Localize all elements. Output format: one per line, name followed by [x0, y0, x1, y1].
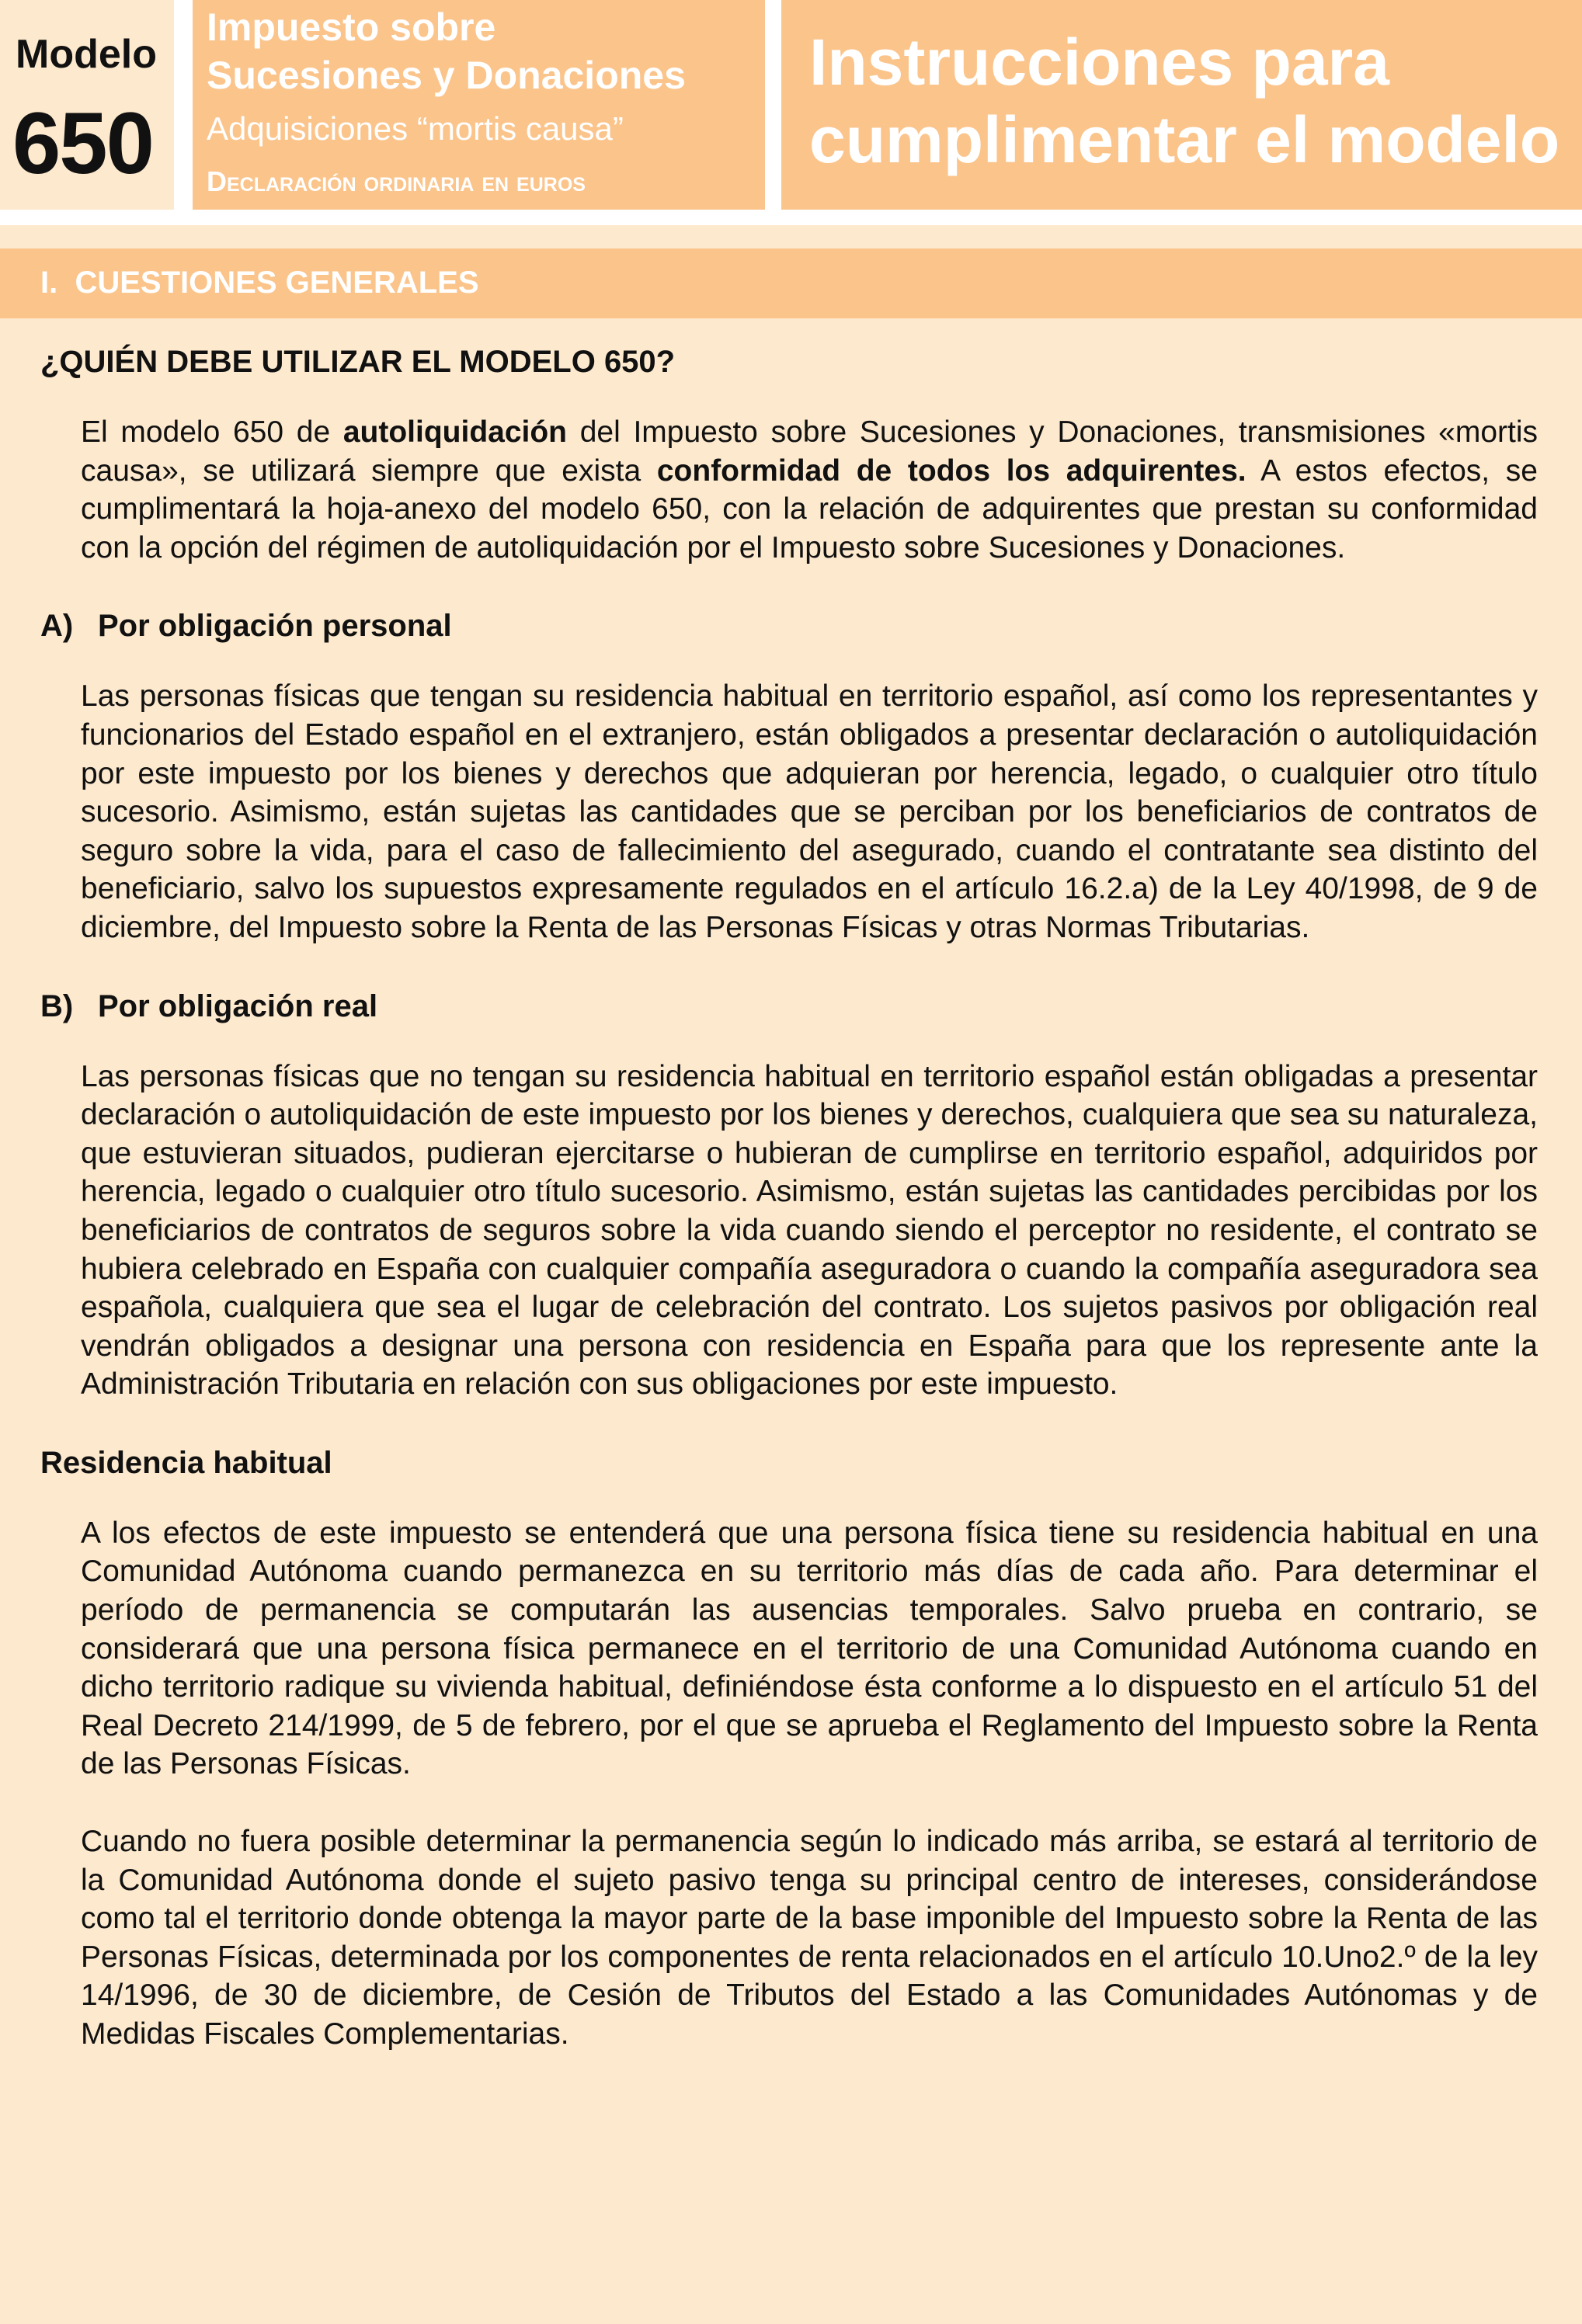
question-heading: ¿QUIÉN DEBE UTILIZAR EL MODELO 650? — [40, 345, 676, 379]
section-a-paragraph: Las personas físicas que tengan su residencia habitual en territorio español, así como los representantes y funcionarios del Estado español en el extranjero, están obligados a presentar declaración o autoliquidación por este impuesto por los bienes y derechos que adquieran por herencia, legado, o cualquier otro título sucesorio. Asimismo, están sujetas las cantidades que se perciban por los beneficiarios de contratos de seguro sobre la vida, para el caso de fallecimiento del asegurado, cuando el contratante sea distinto del beneficiario, salvo los supuestos expresamente regulados en el artículo 16.2.a) de la Ley 40/1998, de 9 de diciembre, del Impuesto sobre la Renta de las Personas Físicas y otras Normas Tributarias. — [81, 679, 1538, 944]
section-title: I. CUESTIONES GENERALES — [40, 266, 479, 300]
instructions-title-line1: Instrucciones para — [809, 26, 1389, 99]
tax-title-box — [193, 0, 765, 210]
intro-paragraph — [81, 413, 1538, 567]
intro-text-3: A estos efectos, se cumplimentará la hoja-anexo del modelo 650, con la relación de adquirentes que prestan su conformidad con la opción del régimen de autoliquidación por el Impuesto sobre Sucesiones y Donaciones. — [81, 453, 1538, 564]
declaration-type: Declaración ordinaria en euros — [207, 165, 586, 197]
tax-subtitle: Adquisiciones “mortis causa” — [207, 110, 624, 147]
section-a-heading — [40, 606, 1538, 646]
intro-bold-conformidad: conformidad de todos los adquirentes. — [656, 453, 1246, 488]
residencia-heading: Residencia habitual — [40, 1445, 332, 1480]
document-body — [40, 342, 1538, 2093]
tax-title-line2: Sucesiones y Donaciones — [207, 54, 686, 97]
residencia-paragraph-1: A los efectos de este impuesto se entenderá que una persona física tiene su residencia habitual en una Comunidad Autónoma cuando permanezca en su territorio más días de cada año. Para determinar el período de permanencia se computarán las ausencias temporales. Salvo prueba en contrario, se considerará que una persona física permanece en el territorio de una Comunidad Autónoma cuando en dicho territorio radique su vivienda habitual, definiéndose ésta conforme a lo dispuesto en el artículo 51 del Real Decreto 214/1999, de 5 de febrero, por el que se aprueba el Reglamento del Impuesto sobre la Renta de las Personas Físicas. — [81, 1516, 1538, 1781]
intro-text-2: del Impuesto sobre Sucesiones y Donaciones, transmisiones «mortis causa», se utilizará siempre que exista — [81, 415, 1538, 488]
tax-title — [207, 3, 686, 99]
instructions-title — [809, 23, 1559, 179]
intro-text-1: El modelo 650 de — [81, 415, 343, 449]
instructions-title-line2: cumplimentar el modelo — [809, 103, 1560, 176]
section-b-paragraph: Las personas físicas que no tengan su residencia habitual en territorio español están obligadas a presentar declaración o autoliquidación de este impuesto por los bienes y derechos, cualquiera que sea su naturaleza, que estuvieran situados, pudieran ejercitarse o hubieran de cumplirse en territorio español, adquiridos por herencia, legado o cualquier otro título sucesorio. Asimismo, están sujetas las cantidades percibidas por los beneficiarios de contratos de seguros sobre la vida cuando siendo el perceptor no residente, el contrato se hubiera celebrado en España con cualquier compañía aseguradora o cuando la compañía aseguradora sea española, cualquiera que sea el lugar de celebración del contrato. Los sujetos pasivos por obligación real vendrán obligados a designar una persona con residencia en España para que los represente ante la Administración Tributaria en relación con sus obligaciones por este impuesto. — [81, 1059, 1538, 1402]
intro-bold-autoliquidacion: autoliquidación — [342, 415, 568, 449]
section-b-letter: B) — [40, 988, 74, 1023]
section-a-title: Por obligación personal — [98, 609, 452, 644]
document-header — [0, 0, 1582, 225]
section-b-heading — [40, 986, 1538, 1027]
model-box — [0, 0, 174, 210]
instructions-title-box — [781, 0, 1582, 210]
section-a-letter: A) — [40, 609, 74, 644]
section-header-bar — [0, 248, 1582, 318]
model-number: 650 — [12, 95, 153, 192]
residencia-paragraph-2: Cuando no fuera posible determinar la permanencia según lo indicado más arriba, se estará al territorio de la Comunidad Autónoma donde el sujeto pasivo tenga su principal centro de intereses, considerándose como tal el territorio donde obtenga la mayor parte de la base imponible del Impuesto sobre la Renta de las Personas Físicas, determinada por los componentes de renta relacionados en el artículo 10.Uno2.º de la ley 14/1996, de 30 de diciembre, de Cesión de Tributos del Estado a las Comunidades Autónomas y de Medidas Fiscales Complementarias. — [81, 1825, 1538, 2051]
tax-title-line1: Impuesto sobre — [207, 5, 496, 49]
model-label: Modelo — [16, 32, 157, 77]
section-b-title: Por obligación real — [98, 988, 378, 1023]
